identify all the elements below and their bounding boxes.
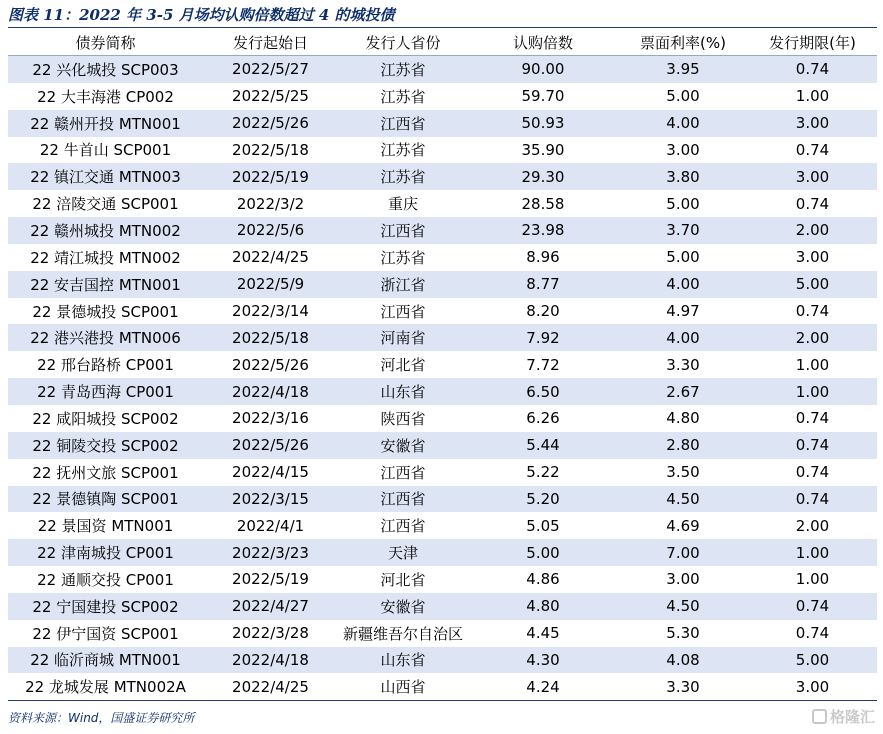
table-row: [8, 593, 877, 620]
cell-issue-date: 2022/4/1: [236, 516, 305, 535]
cell-bond-name: 22 邢台路桥 CP001: [37, 356, 174, 375]
cell-term: 1.00: [748, 539, 877, 566]
cell-subscription-multiple: 6.26: [526, 409, 560, 428]
cell-bond-name: 22 景德镇陶 SCP001: [8, 486, 203, 513]
cell-coupon-rate: 4.80: [666, 409, 700, 428]
cell-term: 0.74: [795, 140, 830, 159]
cell-bond-name: 22 涪陵交通 SCP001: [32, 195, 179, 214]
cell-subscription-multiple: 4.24: [468, 673, 618, 700]
cell-province: 山东省: [338, 647, 468, 674]
table-row: [8, 163, 877, 190]
cell-issue-date: 2022/5/26: [203, 110, 338, 137]
cell-subscription-multiple: 7.92: [468, 324, 618, 351]
cell-issue-date: 2022/4/18: [203, 647, 338, 674]
cell-term: 0.74: [795, 194, 830, 213]
cell-coupon-rate: 5.00: [666, 87, 700, 106]
table-row: [8, 244, 877, 271]
cell-province: 山西省: [338, 673, 468, 700]
cell-term: 3.00: [748, 163, 877, 190]
table-row: [8, 486, 877, 513]
cell-coupon-rate: 4.69: [666, 516, 700, 535]
table-row: [8, 459, 877, 486]
cell-subscription-multiple: 5.22: [526, 463, 560, 482]
cell-term: 5.00: [748, 271, 877, 298]
cell-coupon-rate: 5.00: [666, 194, 700, 213]
cell-bond-name: 22 龙城发展 MTN002A: [8, 673, 203, 700]
cell-bond-name: 22 津南城投 CP001: [8, 539, 203, 566]
cell-bond-name: 22 伊宁国资 SCP001: [32, 624, 179, 643]
cell-term: 0.74: [748, 432, 877, 459]
cell-province: 江苏省: [380, 248, 426, 267]
cell-coupon-rate: 5.30: [666, 624, 700, 643]
cell-subscription-multiple: 5.44: [468, 432, 618, 459]
cell-issue-date: 2022/4/15: [232, 463, 309, 482]
header-subscription-multiple: 认购倍数: [468, 30, 618, 56]
cell-subscription-multiple: 7.72: [526, 355, 560, 374]
cell-coupon-rate: 4.00: [618, 110, 748, 137]
cell-term: 0.74: [795, 624, 830, 643]
cell-issue-date: 2022/3/14: [232, 302, 309, 321]
table-row: [8, 512, 877, 539]
cell-issue-date: 2022/3/28: [232, 624, 309, 643]
table-row: [8, 351, 877, 378]
cell-coupon-rate: 4.50: [618, 486, 748, 513]
table-row: [8, 110, 877, 137]
cell-term: 0.74: [748, 486, 877, 513]
cell-coupon-rate: 4.08: [618, 647, 748, 674]
cell-coupon-rate: 4.97: [666, 302, 700, 321]
cell-province: 新疆维吾尔自治区: [342, 624, 463, 643]
cell-issue-date: 2022/4/18: [203, 378, 338, 405]
table-row: [8, 56, 877, 83]
cell-issue-date: 2022/5/19: [203, 163, 338, 190]
cell-issue-date: 2022/5/27: [203, 56, 338, 83]
cell-subscription-multiple: 6.50: [468, 378, 618, 405]
header-term: 发行期限(年): [748, 30, 877, 56]
cell-issue-date: 2022/5/18: [232, 140, 309, 159]
cell-bond-name: 22 赣州开投 MTN001: [8, 110, 203, 137]
cell-province: 江西省: [380, 463, 426, 482]
cell-province: 江苏省: [338, 163, 468, 190]
watermark: [812, 706, 875, 727]
cell-term: 0.74: [795, 463, 830, 482]
cell-subscription-multiple: 4.86: [526, 570, 560, 589]
cell-coupon-rate: 4.00: [618, 271, 748, 298]
cell-province: 江西省: [380, 302, 426, 321]
cell-subscription-multiple: 59.70: [521, 87, 565, 106]
bond-table: [8, 30, 877, 701]
cell-coupon-rate: 3.80: [618, 163, 748, 190]
cell-issue-date: 2022/5/19: [232, 570, 309, 589]
cell-subscription-multiple: 4.30: [468, 647, 618, 674]
header-province: 发行人省份: [338, 30, 468, 56]
table-row: [8, 298, 877, 325]
table-row: [8, 673, 877, 700]
cell-bond-name: 22 临沂商城 MTN001: [8, 647, 203, 674]
cell-bond-name: 22 抚州文旅 SCP001: [32, 463, 179, 482]
cell-province: 江西省: [338, 217, 468, 244]
cell-bond-name: 22 铜陵交投 SCP002: [8, 432, 203, 459]
cell-province: 江西省: [338, 486, 468, 513]
cell-term: 2.00: [748, 324, 877, 351]
cell-coupon-rate: 3.00: [666, 570, 700, 589]
table-row: [8, 137, 877, 164]
cell-coupon-rate: 3.50: [666, 463, 700, 482]
cell-province: 江西省: [380, 517, 426, 536]
chart-title: 图表 11：2022 年 3-5 月场均认购倍数超过 4 的城投债: [8, 6, 395, 24]
cell-issue-date: 2022/3/15: [203, 486, 338, 513]
cell-bond-name: 22 咸阳城投 SCP002: [32, 409, 179, 428]
cell-province: 江西省: [338, 110, 468, 137]
table-row: [8, 539, 877, 566]
table-row: [8, 324, 877, 351]
cell-province: 陕西省: [380, 409, 426, 428]
cell-term: 1.00: [748, 378, 877, 405]
cell-term: 0.74: [795, 302, 830, 321]
cell-term: 1.00: [795, 570, 830, 589]
watermark-text: 格隆汇: [829, 708, 875, 726]
table-row: [8, 405, 877, 432]
cell-subscription-multiple: 28.58: [521, 194, 565, 213]
cell-province: 安徽省: [338, 432, 468, 459]
cell-issue-date: 2022/3/2: [236, 194, 305, 213]
cell-subscription-multiple: 5.00: [468, 539, 618, 566]
cell-term: 3.00: [795, 248, 830, 267]
cell-term: 1.00: [795, 355, 830, 374]
cell-bond-name: 22 宁国建投 SCP002: [8, 593, 203, 620]
cell-coupon-rate: 2.80: [618, 432, 748, 459]
cell-bond-name: 22 通顺交投 CP001: [37, 570, 174, 589]
table-row: [8, 432, 877, 459]
cell-issue-date: 2022/4/27: [203, 593, 338, 620]
cell-issue-date: 2022/5/26: [232, 355, 309, 374]
cell-issue-date: 2022/5/26: [203, 432, 338, 459]
cell-issue-date: 2022/4/25: [232, 248, 309, 267]
cell-subscription-multiple: 4.45: [526, 624, 560, 643]
table-row: [8, 378, 877, 405]
cell-term: 0.74: [748, 56, 877, 83]
cell-issue-date: 2022/5/25: [232, 87, 309, 106]
cell-bond-name: 22 镇江交通 MTN003: [8, 163, 203, 190]
cell-subscription-multiple: 8.96: [526, 248, 560, 267]
cell-province: 河北省: [380, 356, 426, 375]
header-issue-date: 发行起始日: [203, 30, 338, 56]
table-header-row: [8, 30, 877, 56]
cell-bond-name: 22 牛首山 SCP001: [39, 141, 172, 160]
cell-province: 江苏省: [380, 141, 426, 160]
cell-bond-name: 22 靖江城投 MTN002: [30, 248, 181, 267]
title-rule: [8, 27, 877, 28]
cell-subscription-multiple: 50.93: [468, 110, 618, 137]
cell-issue-date: 2022/5/9: [203, 271, 338, 298]
table-body: [8, 56, 877, 701]
cell-subscription-multiple: 8.77: [468, 271, 618, 298]
table-row: [8, 271, 877, 298]
cell-bond-name: 22 兴化城投 SCP003: [8, 56, 203, 83]
cell-issue-date: 2022/3/23: [203, 539, 338, 566]
cell-coupon-rate: 5.00: [666, 248, 700, 267]
cell-subscription-multiple: 8.20: [526, 302, 560, 321]
cell-subscription-multiple: 23.98: [468, 217, 618, 244]
cell-subscription-multiple: 35.90: [521, 140, 565, 159]
cell-coupon-rate: 4.00: [618, 324, 748, 351]
cell-coupon-rate: 7.00: [618, 539, 748, 566]
table-row: [8, 217, 877, 244]
header-coupon-rate: 票面利率(%): [618, 30, 748, 56]
cell-coupon-rate: 3.00: [666, 140, 700, 159]
cell-bond-name: 22 港兴港投 MTN006: [8, 324, 203, 351]
cell-issue-date: 2022/3/16: [232, 409, 309, 428]
cell-issue-date: 2022/5/18: [203, 324, 338, 351]
cell-subscription-multiple: 5.20: [468, 486, 618, 513]
cell-province: 天津: [338, 539, 468, 566]
cell-term: 2.00: [748, 217, 877, 244]
cell-term: 1.00: [795, 87, 830, 106]
cell-province: 江苏省: [338, 56, 468, 83]
cell-province: 安徽省: [338, 593, 468, 620]
table-row: [8, 647, 877, 674]
cell-province: 河南省: [338, 324, 468, 351]
cell-issue-date: 2022/5/6: [203, 217, 338, 244]
cell-province: 河北省: [380, 570, 426, 589]
cell-term: 2.00: [795, 516, 830, 535]
cell-bond-name: 22 景国资 MTN001: [37, 517, 174, 536]
cell-province: 重庆: [387, 195, 418, 214]
cell-subscription-multiple: 29.30: [468, 163, 618, 190]
cell-bond-name: 22 青岛西海 CP001: [8, 378, 203, 405]
cell-province: 浙江省: [338, 271, 468, 298]
source-note: 资料来源：Wind，国盛证券研究所: [8, 711, 195, 725]
cell-term: 3.00: [748, 110, 877, 137]
cell-subscription-multiple: 90.00: [468, 56, 618, 83]
cell-term: 3.00: [748, 673, 877, 700]
header-bond-name: 债券简称: [8, 30, 203, 56]
cell-coupon-rate: 2.67: [618, 378, 748, 405]
cell-coupon-rate: 4.50: [618, 593, 748, 620]
cell-province: 山东省: [338, 378, 468, 405]
table-row: [8, 566, 877, 593]
cell-subscription-multiple: 4.80: [468, 593, 618, 620]
cell-bond-name: 22 安吉国控 MTN001: [8, 271, 203, 298]
cell-coupon-rate: 3.70: [618, 217, 748, 244]
table-row: [8, 83, 877, 110]
watermark-logo-icon: [812, 709, 827, 724]
table-row: [8, 190, 877, 217]
cell-issue-date: 2022/4/25: [203, 673, 338, 700]
cell-subscription-multiple: 5.05: [526, 516, 560, 535]
cell-coupon-rate: 3.30: [666, 355, 700, 374]
cell-coupon-rate: 3.95: [618, 56, 748, 83]
cell-coupon-rate: 3.30: [618, 673, 748, 700]
cell-bond-name: 22 大丰海港 CP002: [37, 87, 174, 106]
cell-bond-name: 22 赣州城投 MTN002: [8, 217, 203, 244]
cell-province: 江苏省: [380, 87, 426, 106]
table-row: [8, 620, 877, 647]
cell-term: 0.74: [795, 409, 830, 428]
cell-term: 0.74: [748, 593, 877, 620]
cell-term: 5.00: [748, 647, 877, 674]
cell-bond-name: 22 景德城投 SCP001: [32, 302, 179, 321]
